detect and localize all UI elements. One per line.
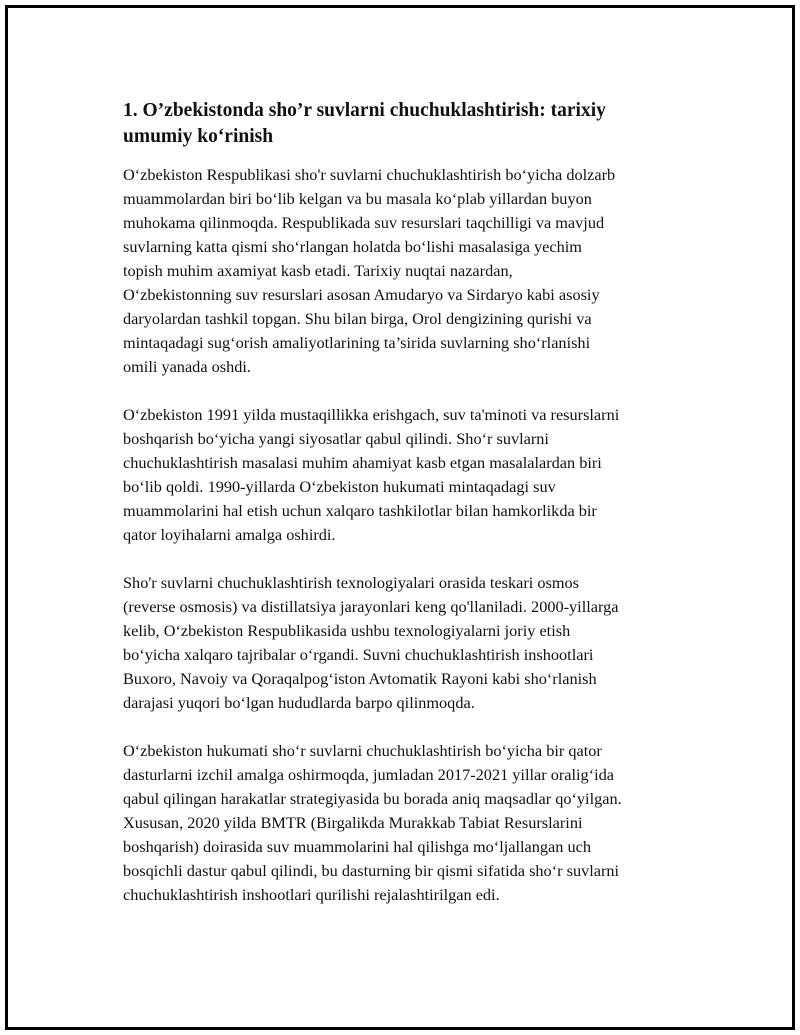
text-line: omili yanada oshdi. <box>123 357 251 376</box>
text-line: daryolardan tashkil topgan. Shu bilan birga, Orol dengizining qurishi va <box>123 309 592 328</box>
text-line: O‘zbekistonning suv resurslari asosan Amudaryo va Sirdaryo kabi asosiy <box>123 285 600 304</box>
text-line: (reverse osmosis) va distillatsiya jarayonlari keng qo'llaniladi. 2000-yillarga <box>123 597 619 616</box>
text-line: kelib, O‘zbekiston Respublikasida ushbu texnologiyalarni joriy etish <box>123 621 571 640</box>
text-line: bo‘lib qoldi. 1990-yillarda O‘zbekiston hukumati mintaqadagi suv <box>123 477 556 496</box>
text-line: chuchuklashtirish masalasi muhim ahamiyat kasb etgan masalalardan biri <box>123 453 602 472</box>
text-line: qabul qilingan harakatlar strategiyasida bu borada aniq maqsadlar qo‘yilgan. <box>123 789 622 808</box>
text-line: O‘zbekiston hukumati sho‘r suvlarni chuchuklashtirish bo‘yicha bir qator <box>123 741 602 760</box>
text-line: chuchuklashtirish inshootlari qurilishi rejalashtirilgan edi. <box>123 885 500 904</box>
text-line: Sho'r suvlarni chuchuklashtirish texnologiyalari orasida teskari osmos <box>123 573 580 592</box>
text-line: muhokama qilinmoqda. Respublikada suv resurslari taqchilligi va mavjud <box>123 213 605 232</box>
paragraph-4 <box>123 739 698 907</box>
text-line: bosqichli dastur qabul qilindi, bu dasturning bir qismi sifatida sho‘r suvlarni <box>123 861 620 880</box>
text-line: dasturlarni izchil amalga oshirmoqda, jumladan 2017-2021 yillar oralig‘ida <box>123 765 615 784</box>
text-line: Buxoro, Navoiy va Qoraqalpog‘iston Avtomatik Rayoni kabi sho‘rlanish <box>123 669 597 688</box>
text-line: darajasi yuqori bo‘lgan hududlarda barpo qilinmoqda. <box>123 693 475 712</box>
heading-line: umumiy ko‘rinish <box>123 126 274 147</box>
heading-line: 1. O’zbekistonda sho’r suvlarni chuchuklashtirish: tarixiy <box>123 100 606 121</box>
text-line: boshqarish bo‘yicha yangi siyosatlar qabul qilindi. Sho‘r suvlarni <box>123 429 549 448</box>
section-heading <box>123 98 698 150</box>
text-line: mintaqadagi sug‘orish amaliyotlarining ta’sirida suvlarning sho‘rlanishi <box>123 333 591 352</box>
page-frame <box>5 5 795 1030</box>
text-line: O‘zbekiston Respublikasi sho'r suvlarni chuchuklashtirish bo‘yicha dolzarb <box>123 165 616 184</box>
text-line: suvlarning katta qismi sho‘rlangan holatda bo‘lishi masalasiga yechim <box>123 237 582 256</box>
text-line: boshqarish) doirasida suv muammolarini hal qilishga mo‘ljallangan uch <box>123 837 591 856</box>
paragraph-2 <box>123 403 698 547</box>
text-line: O‘zbekiston 1991 yilda mustaqillikka erishgach, suv ta'minoti va resurslarni <box>123 405 620 424</box>
paragraph-1 <box>123 163 698 379</box>
text-line: Xususan, 2020 yilda BMTR (Birgalikda Murakkab Tabiat Resurslarini <box>123 813 583 832</box>
text-line: muammolarini hal etish uchun xalqaro tashkilotlar bilan hamkorlikda bir <box>123 501 597 520</box>
text-line: bo‘yicha xalqaro tajribalar o‘rgandi. Suvni chuchuklashtirish inshootlari <box>123 645 594 664</box>
text-line: muammolardan biri bo‘lib kelgan va bu masala ko‘plab yillardan buyon <box>123 189 592 208</box>
text-line: topish muhim axamiyat kasb etadi. Tarixiy nuqtai nazardan, <box>123 261 513 280</box>
paragraph-3 <box>123 571 698 715</box>
document-body <box>123 98 698 931</box>
text-line: qator loyihalarni amalga oshirdi. <box>123 525 336 544</box>
